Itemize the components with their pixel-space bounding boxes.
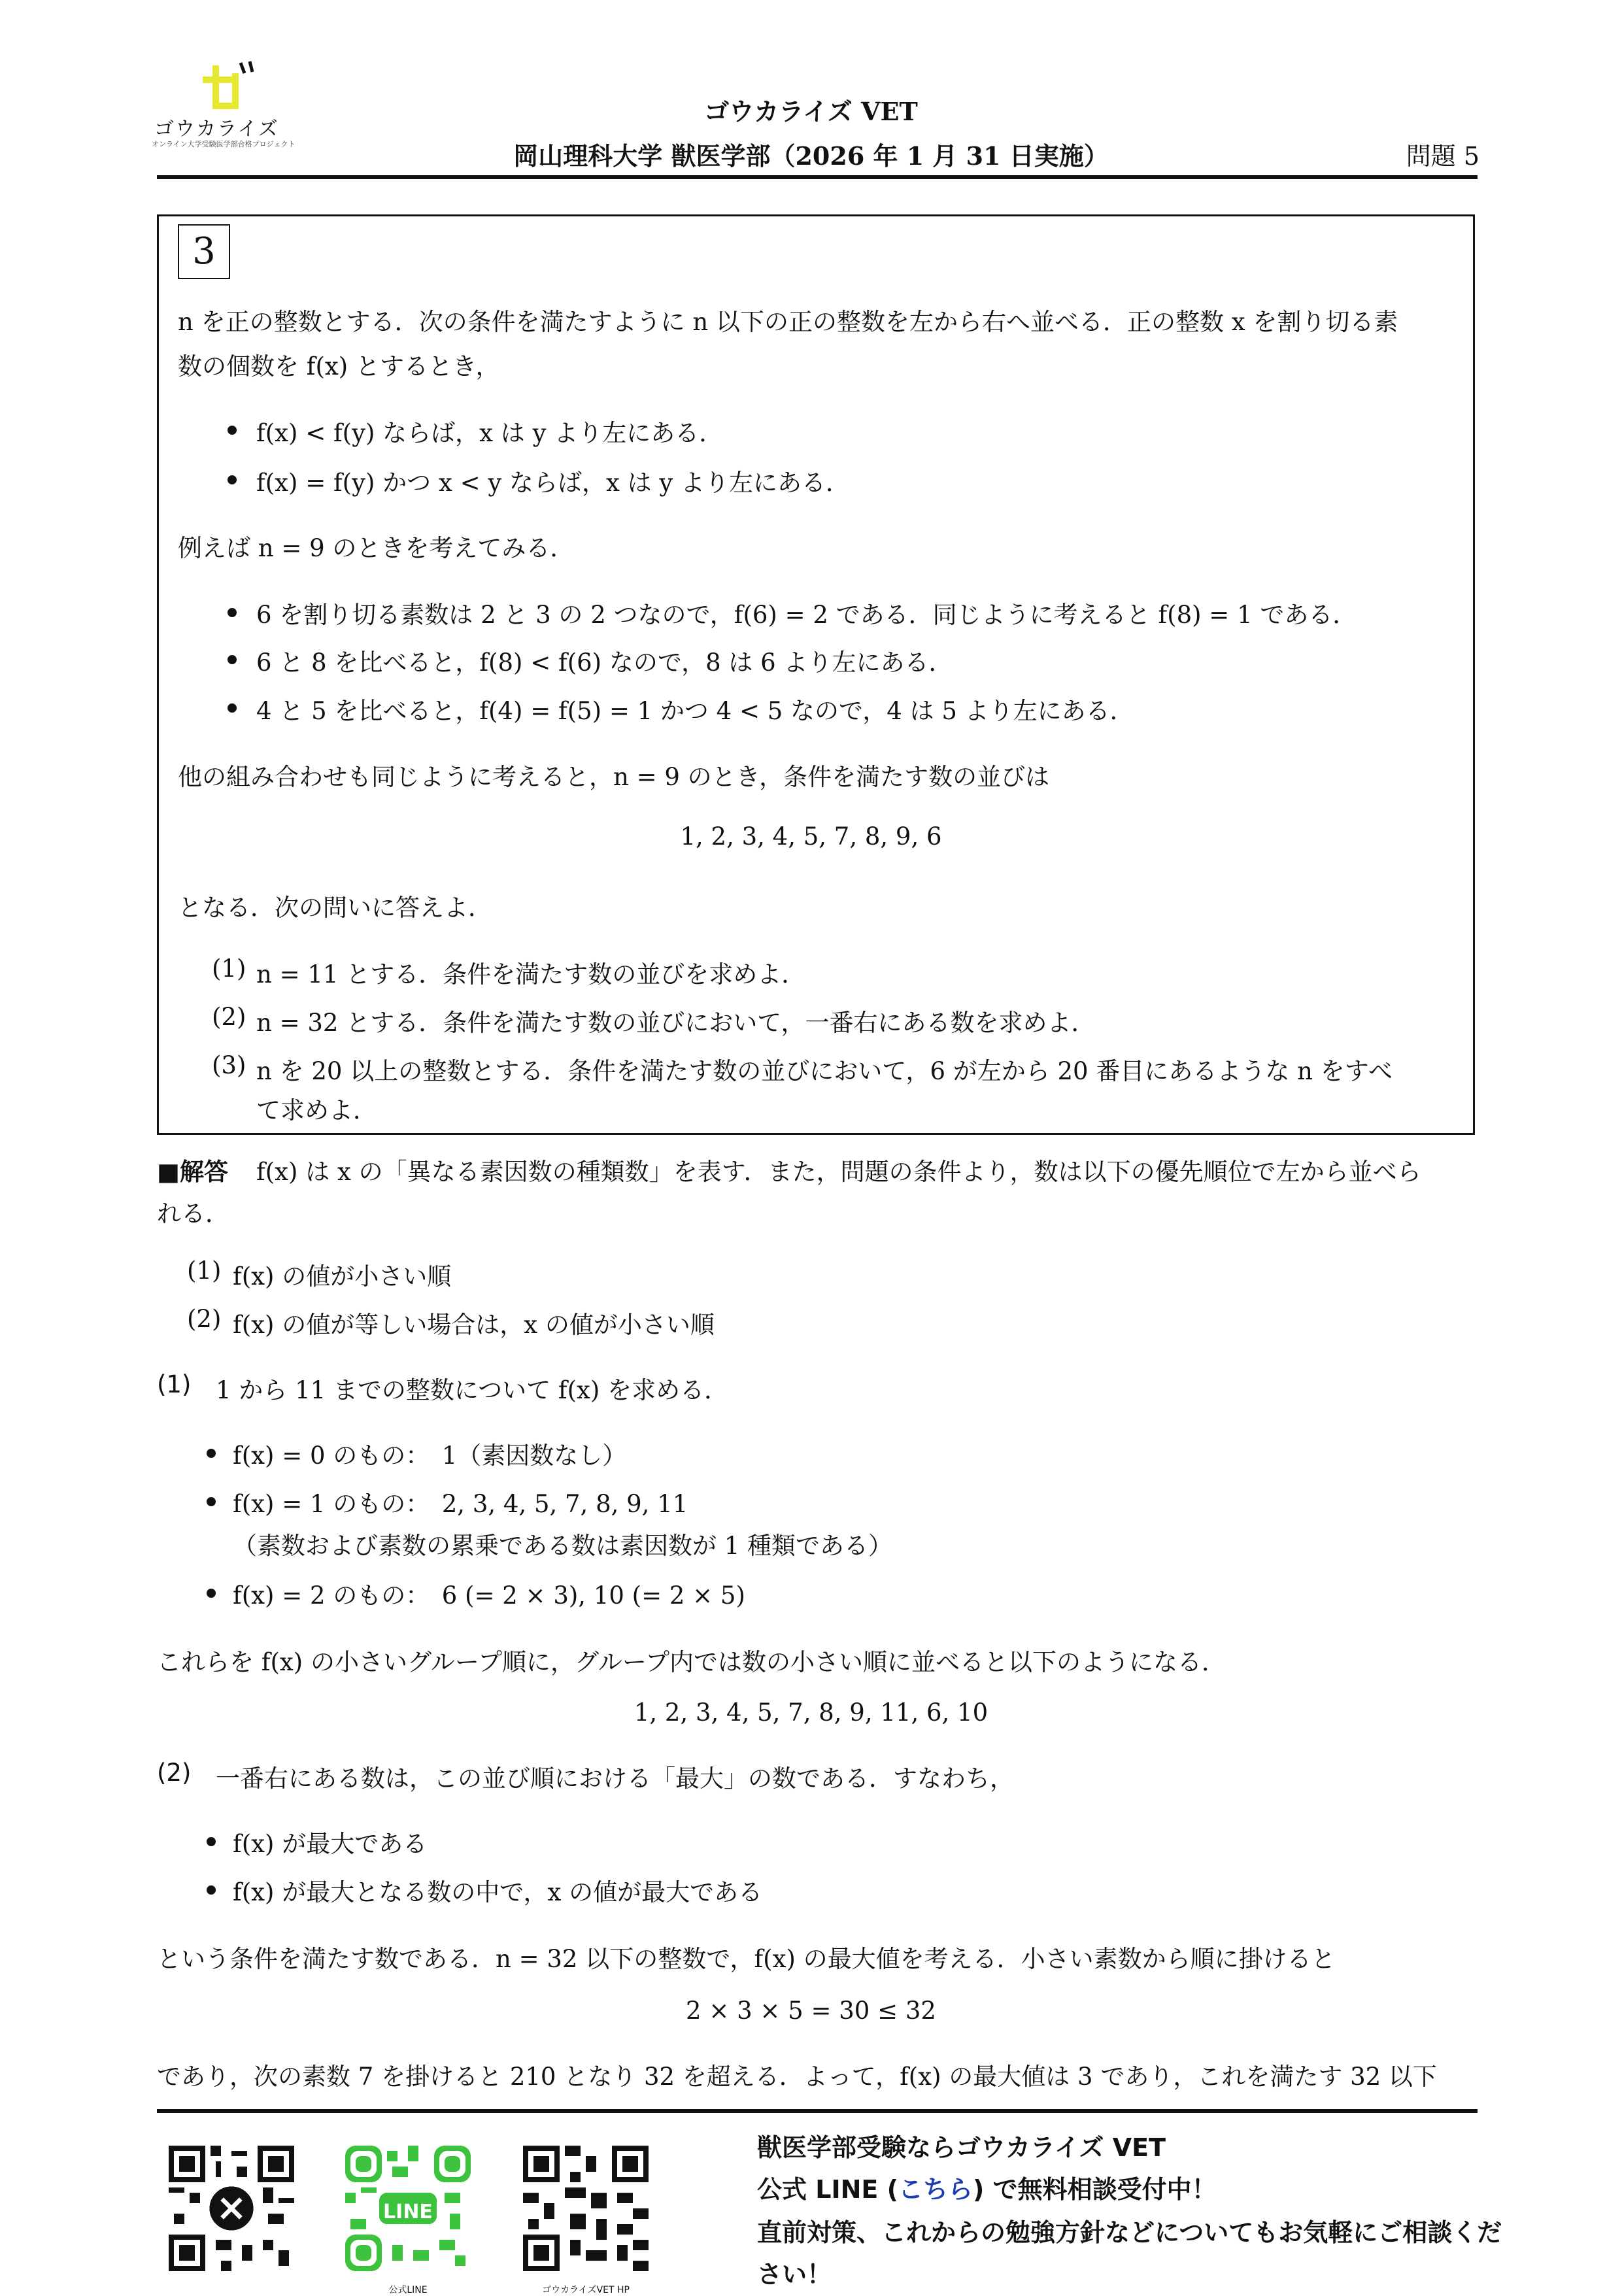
- f-two-group: f(x) = 2 のもの： 6 (= 2 × 3), 10 (= 2 × 5): [233, 1581, 745, 1610]
- answer-heading: ■解答: [157, 1158, 228, 1186]
- footer-line-3: 直前対策、これからの勉強方針などについてもお気軽にご相談くだ: [757, 2218, 1502, 2247]
- bullet-icon: [228, 608, 237, 617]
- other-combinations: 他の組み合わせも同じように考えると，n = 9 のとき，条件を満たす数の並びは: [178, 763, 1050, 791]
- example-intro: 例えば n = 9 のときを考えてみる．: [178, 534, 575, 562]
- qr-code-hp-icon[interactable]: [523, 2146, 649, 2271]
- bullet-icon: [207, 1589, 216, 1598]
- logo-text: ゴウカライズ: [154, 118, 279, 141]
- condition-1: f(x) < f(y) ならば，x は y より左にある．: [256, 419, 724, 447]
- footer-line-4: さい！: [757, 2260, 832, 2289]
- header-rule: [157, 175, 1478, 179]
- example-sequence: 1, 2, 3, 4, 5, 7, 8, 9, 6: [680, 822, 942, 851]
- example-2: 6 と 8 を比べると，f(8) < f(6) なので，8 は 6 より左にある．: [256, 649, 953, 677]
- bullet-icon: [207, 1837, 216, 1846]
- f-zero-group: f(x) = 0 のもの： 1（素因数なし）: [233, 1442, 627, 1470]
- bullet-icon: [207, 1497, 216, 1506]
- solution-1-label: (1): [157, 1370, 192, 1398]
- bullet-icon: [207, 1885, 216, 1895]
- problem-intro-2: 数の個数を f(x) とするとき，: [178, 352, 500, 380]
- problem-label: 問題 5: [1406, 142, 1479, 171]
- question-2-label: (2): [212, 1003, 246, 1031]
- problem-intro-1: n を正の整数とする．次の条件を満たすように n 以下の正の整数を左から右へ並べる．正の整数 x を割り切る素: [178, 308, 1398, 336]
- logo-subtitle: オンライン大学受験医学部合格プロジェクト: [152, 140, 296, 148]
- footer-rule: [157, 2109, 1478, 2113]
- solution-2-equation: 2 × 3 × 5 = 30 ≤ 32: [686, 1997, 936, 2025]
- qr-code-x-icon[interactable]: [169, 2146, 294, 2271]
- ask-text: となる．次の問いに答えよ．: [178, 894, 492, 922]
- question-3-label: (3): [212, 1051, 246, 1079]
- solution-2-last: であり，次の素数 7 を掛けると 210 となり 32 を超える．よって，f(x) の最大値は 3 であり，これを満たす 32 以下: [157, 2063, 1437, 2091]
- footer-line-2: [757, 2169, 1217, 2205]
- bullet-icon: [228, 426, 237, 435]
- answer-intro-2: れる．: [157, 1200, 229, 1228]
- line-link[interactable]: こちら: [898, 2175, 973, 2204]
- priority-1-label: (1): [187, 1257, 222, 1285]
- question-2: n = 32 とする．条件を満たす数の並びにおいて，一番右にある数を求めよ．: [256, 1009, 1096, 1037]
- question-1: n = 11 とする．条件を満たす数の並びを求めよ．: [256, 960, 806, 988]
- question-3-line-1: n を 20 以上の整数とする．条件を満たす数の並びにおいて，6 が左から 20 番目にあるような n をすべ: [256, 1057, 1393, 1085]
- f-one-note: （素数および素数の累乗である数は素因数が 1 種類である）: [233, 1532, 893, 1560]
- footer-line-2-pre: 公式 LINE (: [757, 2175, 898, 2204]
- bullet-icon: [228, 655, 237, 664]
- example-3: 4 と 5 を比べると，f(4) = f(5) = 1 かつ 4 < 5 なので，4 は 5 より左にある．: [256, 697, 1134, 725]
- priority-1: f(x) の値が小さい順: [233, 1262, 452, 1291]
- bullet-icon: [207, 1449, 216, 1458]
- result-sequence: 1, 2, 3, 4, 5, 7, 8, 9, 11, 6, 10: [634, 1698, 988, 1727]
- qr-hp-caption: ゴウカライズVET HP: [542, 2285, 630, 2295]
- problem-number: 3: [178, 224, 230, 279]
- order-text: これらを f(x) の小さいグループ順に，グループ内では数の小さい順に並べると以下のようになる．: [157, 1648, 1226, 1676]
- solution-2-text: という条件を満たす数である．n = 32 以下の整数で，f(x) の最大値を考える．小さい素数から順に掛けると: [157, 1945, 1336, 1973]
- example-1: 6 を割り切る素数は 2 と 3 の 2 つなので，f(6) = 2 である．同じように考えると f(8) = 1 である．: [256, 601, 1357, 629]
- solution-1-intro: 1 から 11 までの整数について f(x) を求める．: [216, 1376, 729, 1404]
- solution-2-label: (2): [157, 1759, 192, 1787]
- bullet-icon: [228, 475, 237, 484]
- footer-line-1: 獣医学部受験ならゴウカライズ VET: [757, 2133, 1166, 2162]
- priority-2: f(x) の値が等しい場合は，x の値が小さい順: [233, 1311, 715, 1339]
- priority-2-label: (2): [187, 1305, 222, 1333]
- f-one-group: f(x) = 1 のもの： 2, 3, 4, 5, 7, 8, 9, 11: [233, 1490, 688, 1518]
- answer-intro-1: f(x) は x の「異なる素因数の種類数」を表す．また，問題の条件より，数は以下の優先順位で左から並べら: [256, 1158, 1421, 1186]
- line-badge-text: LINE: [383, 2201, 433, 2223]
- solution-2-intro: 一番右にある数は，この並び順における「最大」の数である．すなわち，: [216, 1764, 1014, 1793]
- page-subtitle: 岡山理科大学 獣医学部（2026 年 1 月 31 日実施）: [513, 141, 1109, 171]
- page-title: ゴウカライズ VET: [704, 97, 918, 126]
- solution-2-bullet-1: f(x) が最大である: [233, 1830, 428, 1858]
- question-3-line-2: て求めよ．: [256, 1096, 377, 1124]
- bullet-icon: [228, 703, 237, 713]
- footer-line-2-post: ) で無料相談受付中！: [972, 2175, 1217, 2204]
- solution-2-bullet-2: f(x) が最大となる数の中で，x の値が最大である: [233, 1878, 763, 1906]
- question-1-label: (1): [212, 954, 246, 983]
- qr-line-caption: 公式LINE: [388, 2285, 428, 2295]
- condition-2: f(x) = f(y) かつ x < y ならば，x は y より左にある．: [256, 469, 851, 497]
